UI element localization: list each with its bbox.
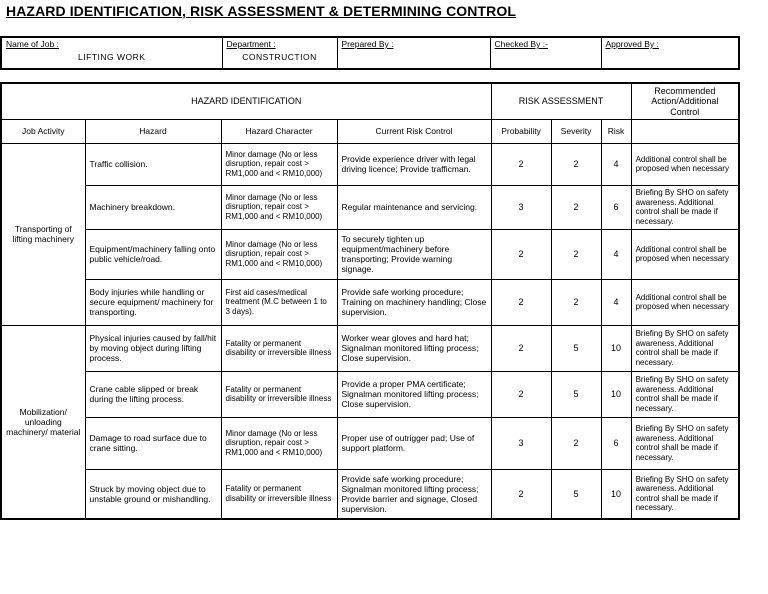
hazard-character-cell: Fatality or permanent disability or irreversible illness [221,371,337,417]
table-row [1,279,739,325]
hazard-cell: Traffic collision. [85,143,221,185]
col-hazard: Hazard [85,119,221,143]
hirarc-table [0,82,740,520]
probability-cell: 2 [491,371,551,417]
probability-cell: 2 [491,229,551,279]
severity-cell: 2 [551,279,601,325]
department-cell [222,37,337,69]
recommended-action-cell: Briefing By SHO on safety awareness. Additional control shall be made if necessary. [631,325,739,371]
table-row [1,417,739,469]
risk-cell: 10 [601,371,631,417]
current-risk-control-cell: Provide experience driver with legal driving licence; Provide trafficman. [337,143,491,185]
hazard-character-cell: Minor damage (No or less disruption, repair cost > RM1,000 and < RM10,000) [221,229,337,279]
risk-assessment-header: RISK ASSESSMENT [491,83,631,119]
probability-cell: 2 [491,143,551,185]
department-value: CONSTRUCTION [242,52,317,62]
hazard-cell: Damage to road surface due to crane sitting. [85,417,221,469]
recommended-action-cell: Additional control shall be proposed when necessary [631,229,739,279]
recommended-action-cell: Briefing By SHO on safety awareness. Additional control shall be made if necessary. [631,185,739,229]
probability-cell: 2 [491,325,551,371]
hazard-cell: Body injuries while handling or secure equipment/ machinery for transporting. [85,279,221,325]
current-risk-control-cell: Provide safe working procedure; Signalman monitored lifting process; Provide barrier and signage, Closed supervision. [337,469,491,519]
prepared-by-cell [337,37,490,69]
current-risk-control-cell: Provide a proper PMA certificate; Signalman monitored lifting process; Close supervision. [337,371,491,417]
probability-cell: 3 [491,185,551,229]
hazard-cell: Crane cable slipped or break during the lifting process. [85,371,221,417]
name-of-job-value: LIFTING WORK [78,52,146,62]
col-recommended-blank [631,119,739,143]
hazard-cell: Machinery breakdown. [85,185,221,229]
col-job-activity: Job Activity [1,119,85,143]
job-info-table [0,36,740,70]
department-label: Department : [226,39,276,49]
risk-cell: 6 [601,185,631,229]
col-current-risk-control: Current Risk Control [337,119,491,143]
approved-by-cell [601,37,739,69]
document-title: HAZARD IDENTIFICATION, RISK ASSESSMENT & DETERMINING CONTROL [6,3,516,19]
recommended-action-cell: Additional control shall be proposed when necessary [631,143,739,185]
col-probability: Probability [491,119,551,143]
recommended-action-header: Recommended Action/Additional Control [631,83,739,119]
severity-cell: 2 [551,417,601,469]
severity-cell: 2 [551,143,601,185]
name-of-job-label: Name of Job : [6,39,59,49]
table-row [1,469,739,519]
current-risk-control-cell: Provide safe working procedure; Training on machinery handling; Close supervision. [337,279,491,325]
current-risk-control-cell: Proper use of outrigger pad; Use of support platform. [337,417,491,469]
recommended-action-cell: Briefing By SHO on safety awareness. Additional control shall be made if necessary. [631,371,739,417]
hazard-character-cell: Minor damage (No or less disruption, repair cost > RM1,000 and < RM10,000) [221,417,337,469]
severity-cell: 2 [551,229,601,279]
recommended-action-cell: Briefing By SHO on safety awareness. Additional control shall be made if necessary. [631,469,739,519]
prepared-by-label: Prepared By : [341,39,394,49]
hazard-cell: Struck by moving object due to unstable ground or mishandling. [85,469,221,519]
table-row [1,143,739,185]
risk-cell: 4 [601,229,631,279]
recommended-action-cell: Briefing By SHO on safety awareness. Additional control shall be made if necessary. [631,417,739,469]
severity-cell: 2 [551,185,601,229]
table-row [1,371,739,417]
probability-cell: 2 [491,279,551,325]
hazard-character-cell: Fatality or permanent disability or irreversible illness [221,325,337,371]
hazard-character-cell: Minor damage (No or less disruption, repair cost > RM1,000 and < RM10,000) [221,185,337,229]
name-of-job-cell [1,37,222,69]
col-hazard-character: Hazard Character [221,119,337,143]
checked-by-cell [490,37,601,69]
current-risk-control-cell: Worker wear gloves and hard hat; Signalman monitored lifting process; Close supervision. [337,325,491,371]
hazard-cell: Physical injuries caused by fall/hit by moving object during lifting process. [85,325,221,371]
recommended-action-cell: Additional control shall be proposed when necessary [631,279,739,325]
checked-by-label: Checked By :- [494,39,548,49]
risk-cell: 10 [601,469,631,519]
probability-cell: 2 [491,469,551,519]
table-row [1,229,739,279]
severity-cell: 5 [551,469,601,519]
job-activity-cell: Mobilization/ unloading machinery/ material [1,325,85,519]
risk-cell: 10 [601,325,631,371]
hazard-identification-header: HAZARD IDENTIFICATION [1,83,491,119]
hazard-character-cell: First aid cases/medical treatment (M.C between 1 to 3 days). [221,279,337,325]
table-row [1,185,739,229]
severity-cell: 5 [551,325,601,371]
job-activity-cell: Transporting of lifting machinery [1,143,85,325]
severity-cell: 5 [551,371,601,417]
col-risk: Risk [601,119,631,143]
probability-cell: 3 [491,417,551,469]
hazard-character-cell: Minor damage (No or less disruption, repair cost > RM1,000 and < RM10,000) [221,143,337,185]
approved-by-label: Approved By : [605,39,659,49]
col-severity: Severity [551,119,601,143]
hazard-cell: Equipment/machinery falling onto public vehicle/road. [85,229,221,279]
current-risk-control-cell: To securely tighten up equipment/machinery before transporting; Provide warning signage. [337,229,491,279]
hazard-character-cell: Fatality or permanent disability or irreversible illness [221,469,337,519]
current-risk-control-cell: Regular maintenance and servicing. [337,185,491,229]
risk-cell: 4 [601,143,631,185]
table-row [1,325,739,371]
risk-cell: 4 [601,279,631,325]
risk-cell: 6 [601,417,631,469]
